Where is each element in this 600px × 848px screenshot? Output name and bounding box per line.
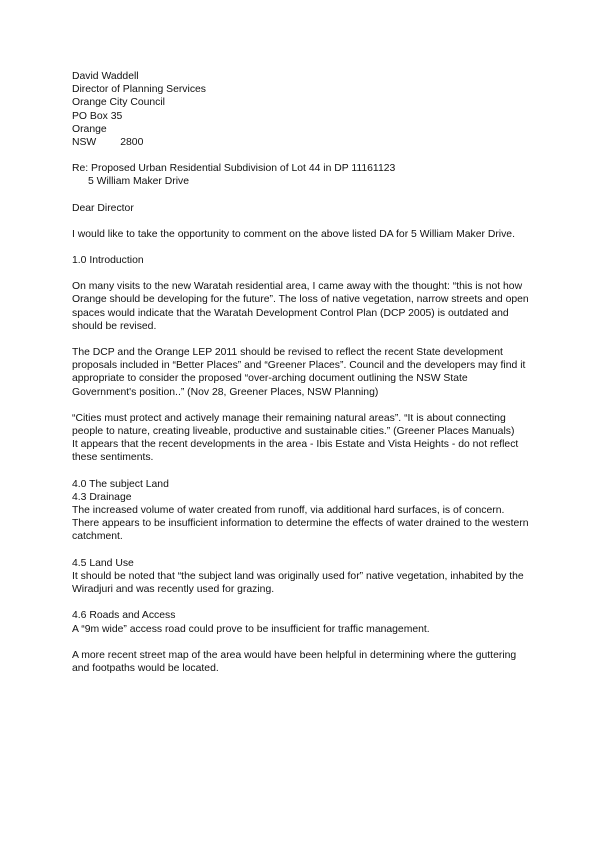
- introduction-paragraph-1: On many visits to the new Waratah residential area, I came away with the thought: “this is not how Orange should be developing for the future”. The loss of native vegetation, narrow streets and open spaces would indicate that the Waratah Development Control Plan (DCP 2005) is outdated and should be revised.: [72, 281, 529, 332]
- recipient-name: David Waddell: [72, 71, 139, 82]
- recipient-po-box: PO Box 35: [72, 110, 123, 122]
- land-use-heading: 4.5 Land Use: [72, 557, 134, 569]
- drainage-paragraph: The increased volume of water created from runoff, via additional hard surfaces, is of concern. There appears to be insufficient information to determine the effects of water drained to the western catchment.: [72, 505, 529, 543]
- introduction-quote: “Cities must protect and actively manage their remaining natural areas”. “It is about connecting people to nature, creating liveable, productive and sustainable cities.” (Greener Places Manuals): [72, 412, 515, 438]
- recipient-address: [72, 70, 532, 149]
- introduction-heading: 1.0 Introduction: [72, 255, 144, 267]
- introduction-observation: It appears that the recent developments in the area - Ibis Estate and Vista Heights - do not reflect these sentiments.: [72, 439, 519, 464]
- roads-access-paragraph-1: A “9m wide” access road could prove to be insufficient for traffic management.: [72, 623, 430, 635]
- roads-access-heading: 4.6 Roads and Access: [72, 610, 176, 622]
- subject-address: 5 William Maker Drive: [88, 176, 190, 188]
- letter-body: [72, 70, 532, 675]
- recipient-postcode: 2800: [120, 137, 144, 149]
- opening-paragraph: I would like to take the opportunity to comment on the above listed DA for 5 William Maker Drive.: [72, 228, 515, 240]
- recipient-organisation: Orange City Council: [72, 97, 165, 109]
- recipient-title: Director of Planning Services: [72, 84, 206, 96]
- recipient-state: NSW: [72, 137, 97, 149]
- salutation: Dear Director: [72, 202, 134, 214]
- subject-line: Re: Proposed Urban Residential Subdivision of Lot 44 in DP 11161123: [72, 163, 396, 175]
- recipient-city: Orange: [72, 123, 107, 135]
- roads-access-paragraph-2: A more recent street map of the area would have been helpful in determining where the guttering and footpaths would be located.: [72, 649, 517, 674]
- subject-block: [72, 162, 532, 188]
- recipient-state-postcode: [72, 136, 532, 149]
- subject-land-heading: 4.0 The subject Land: [72, 478, 169, 490]
- drainage-heading: 4.3 Drainage: [72, 491, 132, 503]
- land-use-paragraph: It should be noted that “the subject land was originally used for” native vegetation, inhabited by the Wiradjuri and was recently used for grazing.: [72, 570, 524, 596]
- introduction-paragraph-2: The DCP and the Orange LEP 2011 should be revised to reflect the recent State development proposals included in “Better Places” and “Greener Places”. Council and the developers may find it appropriate to consider the proposed “over-arching document outlining the NSW State Government's position..” (Nov 28, Greener Places, NSW Planning): [72, 347, 526, 398]
